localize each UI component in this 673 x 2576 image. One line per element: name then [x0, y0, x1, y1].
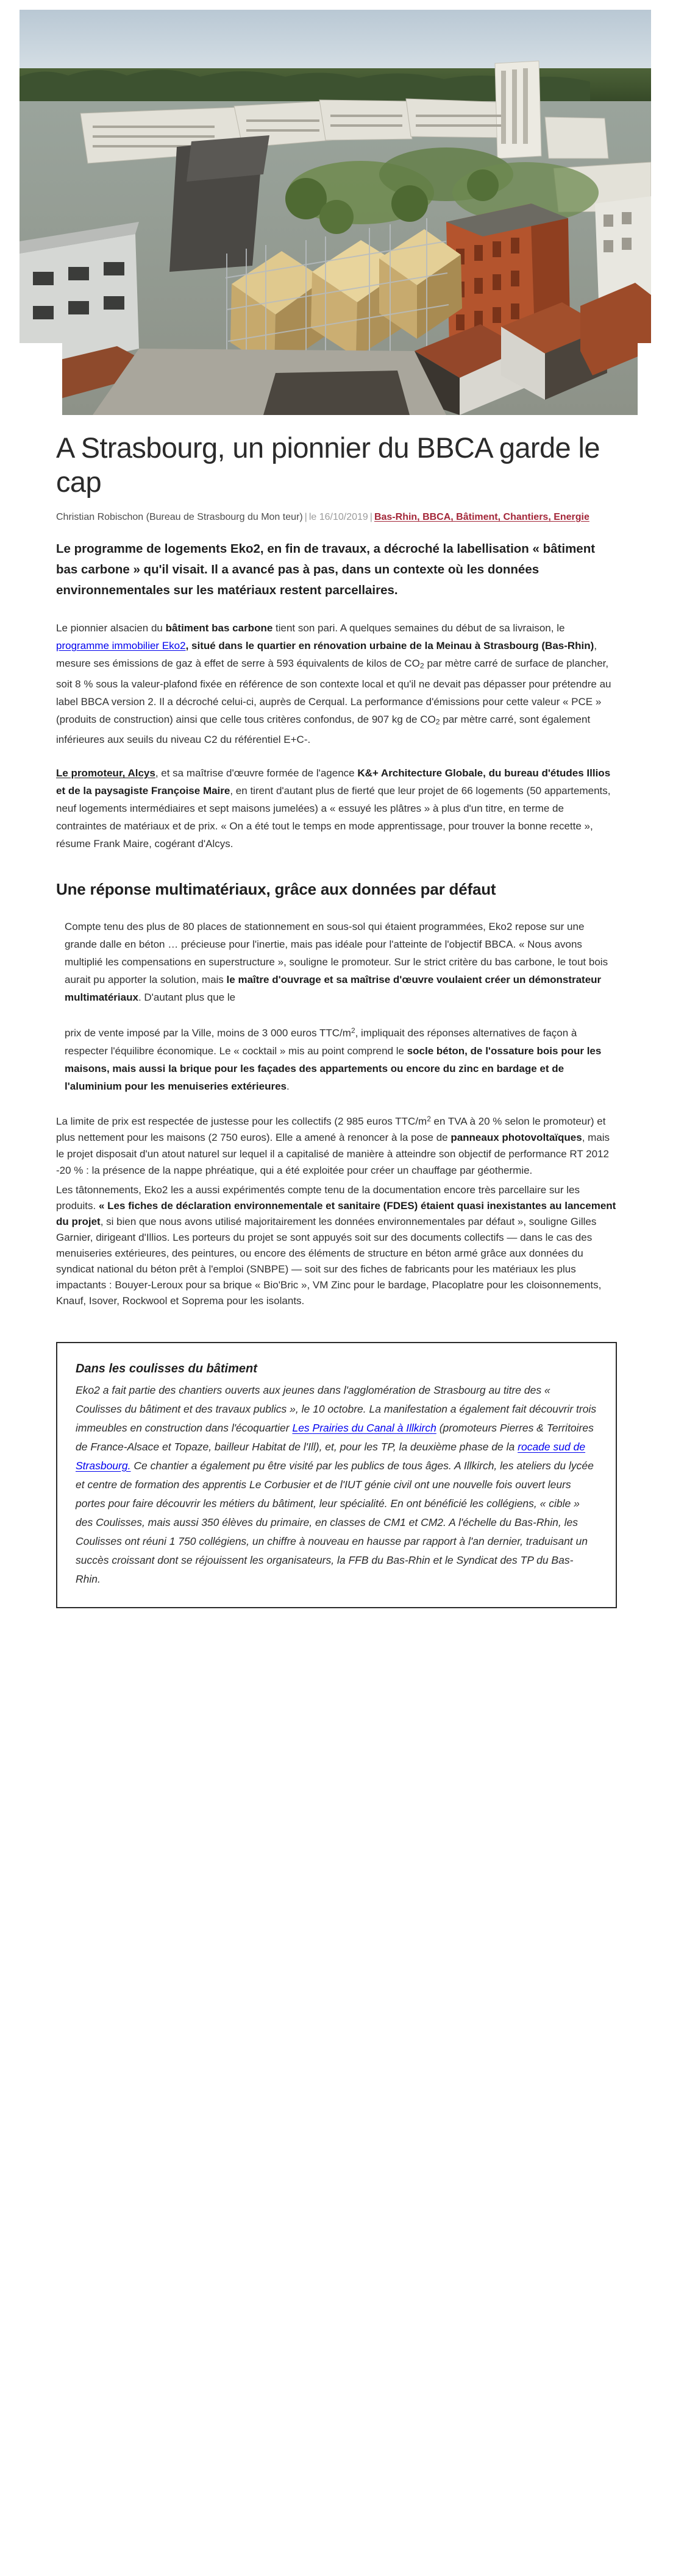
co2-subscript-1: 2	[419, 661, 424, 670]
article-lead: Le programme de logements Eko2, en fin de travaux, a décroché la labellisation « bâtiment bas carbone » qu'il visait. Il a avancé pas à pas, dans un contexte où les données environnementales sur les matériaux restent parcellaires.	[56, 542, 596, 597]
byline	[56, 510, 617, 524]
p3-emph-demonstrateur: le maître d'ouvrage et sa maîtrise d'œuvre voulaient créer un démonstrateur multimatériaux	[65, 974, 602, 1004]
p2-emph-maitrise-oeuvre: K&+ Architecture Globale, du bureau d'études Illios et de la paysagiste Françoise Maire	[56, 767, 611, 797]
p4-text-c: , impliquait des réponses alternatives de façon à respecter l'équilibre économique. Le « cocktail » mis au point comprend le	[65, 1027, 577, 1057]
m2-superscript-2: 2	[427, 1114, 431, 1123]
p4-text-e: .	[287, 1080, 290, 1092]
p6-emph-fdes: « Les fiches de déclaration environnementale et sanitaire (FDES) étaient quasi inexistantes au lancement du projet	[56, 1200, 616, 1228]
link-programme-eko2[interactable]: programme immobilier Eko2	[56, 640, 186, 651]
page-title: A Strasbourg, un pionnier du BBCA garde le cap	[56, 431, 600, 498]
p1-text-c: tient son pari. A quelques semaines du début de sa livraison, le	[272, 622, 565, 634]
p1-text-h: par mètre carré de surface de plancher, soit 8 % sous la valeur-plafond fixée en référence de son contexte local et qu'il ne devait pas dépasser pour prétendre au label BBCA version 2. Il a décroché celui-ci, auprès de Cerqual. La performance d'émissions pour cette valeur « PCE » (produits de construction) ainsi que celle tous critères confondus, de 907 kg de CO	[56, 658, 611, 725]
byline-tags-link[interactable]: Bas-Rhin, BBCA, Bâtiment, Chantiers, Energie	[374, 512, 589, 522]
box-text-c: Ce chantier a également pu être visité par les publics de tous âges. A Illkirch, les ateliers du lycée et centre de formation des apprentis Le Corbusier et de l'IUT génie civil ont une nouvelle fois ouvert leurs portes pour faire découvrir les métiers du bâtiment, leur spécialité. En ont bénéficié les collégiens, « cible » des Coulisses, mais aussi 350 élèves du primaire, en classes de CM1 et CM2. A l'échelle du Bas-Rhin, les Coulisses ont réuni 1 750 collégiens, un chiffre à nouveau en hausse par rapport à l'an dernier, traduisant un succès croissant dont se réjouissent les organisateurs, la FFB du Bas-Rhin et le Syndicat des TP du Bas-Rhin.	[76, 1460, 594, 1586]
p1-text-a: Le pionnier alsacien du	[56, 622, 166, 634]
p6-text-a: Les tâtonnements, Eko2 les a aussi expérimentés compte tenu de la documentation encore très parcellaire sur les produits.	[56, 1184, 580, 1212]
sidebar-box	[56, 1342, 617, 1608]
article-page	[0, 10, 673, 1633]
paragraph-3	[56, 918, 617, 1006]
link-prairies-du-canal[interactable]: Les Prairies du Canal à Illkirch	[292, 1422, 436, 1435]
p4-text-a: prix de vente imposé par la Ville, moins de 3 000 euros TTC/m	[65, 1027, 351, 1039]
byline-author: Christian Robischon (Bureau de Strasbourg du Mon teur)	[56, 512, 303, 522]
link-rocade-sud[interactable]: rocade sud de Strasbourg.	[76, 1441, 586, 1472]
co2-subscript-2: 2	[435, 717, 440, 726]
article-body	[56, 431, 617, 1633]
p5-text-e: , mais le projet disposait d'un atout naturel sur lequel il a capitalisé de manière à atteindre son objectif de performance RT 2012 -20 % : la présence de la nappe phréatique, qui a été exploitée pour créer un chauffage par géothermie.	[56, 1132, 610, 1177]
link-promoteur-alcys[interactable]: Le promoteur, Alcys	[56, 767, 155, 779]
section-subheading: Une réponse multimatériaux, grâce aux données par défaut	[56, 880, 496, 899]
p5-text-c: en TVA à 20 % selon le promoteur) et plus nettement pour les maisons (2 750 euros). Elle a amené à renoncer à la pose de	[56, 1115, 606, 1144]
paragraph-1	[56, 619, 617, 748]
p1-text-j: par mètre carré, sont également inférieures aux seuils du niveau C2 du référentiel E+C-.	[56, 713, 591, 746]
box-text-a: Eko2 a fait partie des chantiers ouverts aux jeunes dans l'agglomération de Strasbourg au titre des « Coulisses du bâtiment et des travaux publics », le 10 octobre. La manifestation a également fait découvrir trois immeubles en construction dans l'écoquartier	[76, 1384, 597, 1435]
p5-text-a: La limite de prix est respectée de justesse pour les collectifs (2 985 euros TTC/m	[56, 1115, 427, 1127]
p2-text-b: , et sa maîtrise d'œuvre formée de l'agence	[155, 767, 358, 779]
byline-separator-1: |	[304, 512, 307, 522]
m2-superscript-1: 2	[351, 1026, 355, 1035]
hero-image-container	[0, 10, 673, 415]
byline-date: le 16/10/2019	[308, 512, 368, 522]
p5-emph-photovoltaique: panneaux photovoltaïques	[450, 1132, 582, 1144]
hero-bottom-right-mask	[638, 343, 651, 415]
p6-text-c: , si bien que nous avons utilisé majoritairement les données environnementales par défaut », souligne Gilles Garnier, dirigeant d'Illios. Les porteurs du projet se sont appuyés soit sur des documents collectifs — dans le cas des menuiseries extérieures, des peintures, ou encore des éléments de structure en béton armé grâce aux données du syndicat national du béton prêt à l'emploi (SNBPE) — soit sur des fiches de fabricants pour les matériaux les plus impactants : Bouyer-Leroux pour sa brique « Bio'Bric », VM Zinc pour le bardage, Placoplatre pour les cloisonnements, Knauf, Isover, Rockwool et Soprema pour les isolants.	[56, 1216, 602, 1307]
p2-text-d: , en tirent d'autant plus de fierté que leur projet de 66 logements (50 appartements, neuf logements intermédiaires et sept maisons jumelées) a « essuyé les plâtres » à plus d'un titre, en terme de contraintes de matériaux et de prix. « On a été tout le temps en mode apprentissage, pour trouver la bonne recette », résume Frank Maire, cogérant d'Alcys.	[56, 785, 611, 850]
hero-bottom-left-mask	[20, 343, 62, 415]
paragraph-2	[56, 764, 617, 853]
p1-emph-bas-carbone: bâtiment bas carbone	[165, 622, 273, 634]
p3-text-a: Compte tenu des plus de 80 places de stationnement en sous-sol qui étaient programmées, Eko2 repose sur une grande dalle en béton … précieuse pour l'inertie, mais pas idéale pour l'atteinte de l'objectif BBCA. « Nous avons multiplié les compensations en superstructure », souligne le promoteur. Sur le strict critère du bas carbone, le tout bois aurait pu apporter la solution, mais	[65, 921, 608, 986]
p3-text-c: . D'autant plus que le	[138, 992, 236, 1004]
paragraph-4	[56, 1022, 617, 1095]
byline-separator-2: |	[369, 512, 372, 522]
p1-emph-quartier: , situé dans le quartier en rénovation urbaine de la Meinau à Strasbourg (Bas-Rhin)	[185, 640, 594, 651]
paragraph-6	[56, 1182, 617, 1309]
paragraph-5	[56, 1111, 617, 1179]
sidebar-box-text	[76, 1381, 597, 1589]
sidebar-box-title: Dans les coulisses du bâtiment	[76, 1362, 257, 1376]
p4-emph-cocktail-materiaux: socle béton, de l'ossature bois pour les maisons, mais aussi la brique pour les façades des appartements ou encore du zinc en bardage et de l'aluminium pour les menuiseries extérieures	[65, 1045, 602, 1092]
box-text-b: (promoteurs Pierres & Territoires de France-Alsace et Topaze, bailleur Habitat de l'Ill), et, pour les TP, la deuxième phase de la	[76, 1422, 594, 1453]
hero-photo	[20, 10, 651, 415]
p1-text-f: , mesure ses émissions de gaz à effet de serre à 593 équivalents de kilos de CO	[56, 640, 597, 669]
